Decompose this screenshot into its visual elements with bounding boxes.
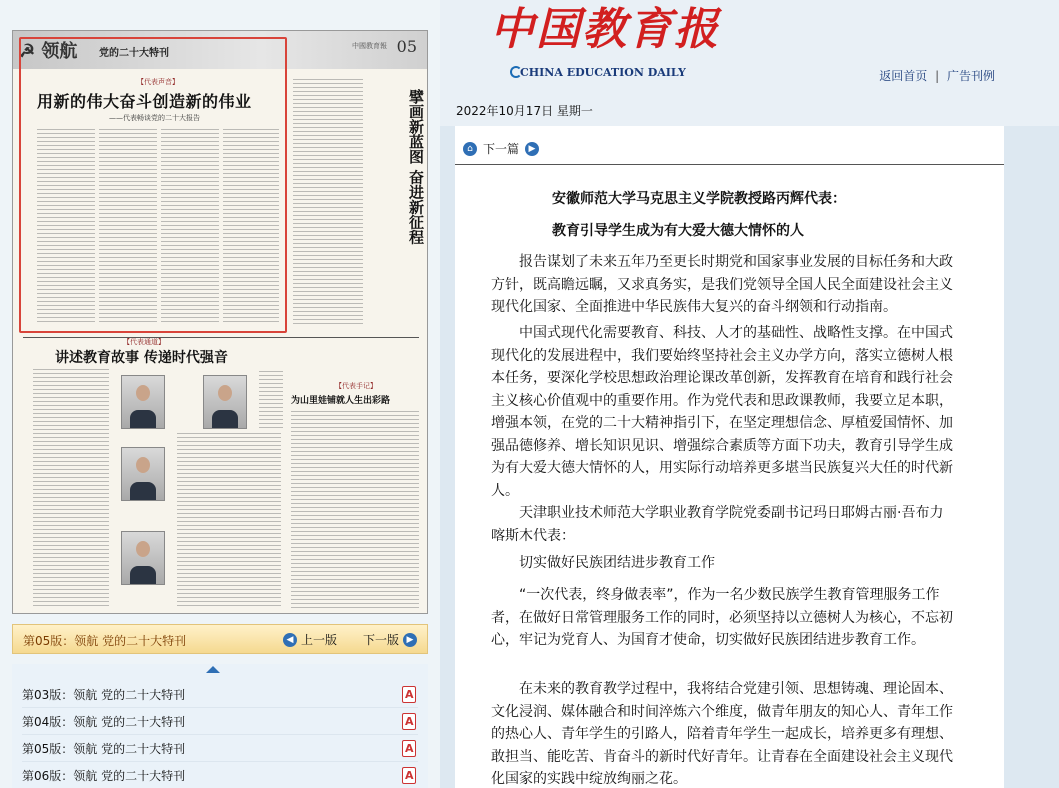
next-page-label: 下一版 bbox=[363, 633, 400, 647]
newspaper-text-column bbox=[293, 79, 363, 327]
left-panel bbox=[0, 0, 440, 788]
newspaper-headline: 用新的伟大奋斗创造新的伟业 bbox=[37, 92, 252, 111]
pdf-icon[interactable] bbox=[402, 767, 416, 784]
newspaper-page-image[interactable] bbox=[12, 30, 428, 614]
site-logo-cn: 中国教育报 bbox=[490, 4, 720, 55]
delegate-photo bbox=[203, 375, 247, 429]
article-paragraph: 切实做好民族团结进步教育工作 bbox=[519, 555, 715, 571]
arrow-left-icon: ◀ bbox=[283, 633, 297, 647]
article-paragraph: “一次代表，终身做表率”，作为一名少数民族学生教育管理服务工作者，在做好日常管理服务工作的同时，必须坚持以立德树人为核心，不忘初心，牢记为党育人、为国育才使命，切实做好民族团结进步教育工作。 bbox=[491, 587, 953, 648]
content-area bbox=[440, 126, 1059, 788]
delegate-photo bbox=[121, 447, 165, 501]
ads-link[interactable]: 广告刊例 bbox=[946, 69, 995, 83]
article-paragraph: 天津职业技术师范大学职业教育学院党委副书记玛日耶姆古丽·吾布力喀斯木代表： bbox=[491, 505, 944, 544]
newspaper-special-title: 党的二十大特刊 bbox=[99, 48, 169, 59]
issue-date: 2022年10月17日 星期一 bbox=[456, 104, 593, 118]
newspaper-text-column bbox=[33, 369, 109, 609]
newspaper-vertical-headline: 擘画新蓝图 奋进新征程 bbox=[407, 89, 425, 245]
article-divider bbox=[455, 164, 1004, 165]
article-highlight-frame[interactable] bbox=[19, 37, 287, 333]
page-list-item-label: 第05版：领航 党的二十大特刊 bbox=[22, 742, 186, 756]
top-links bbox=[879, 67, 995, 84]
newspaper-headline: 为山里娃铺就人生出彩路 bbox=[291, 396, 391, 406]
newspaper-masthead: 中國教育報 bbox=[352, 42, 387, 50]
current-page-label: 第05版：领航 党的二十大特刊 bbox=[23, 634, 187, 648]
newspaper-headline: 讲述教育故事 传递时代强音 bbox=[55, 350, 228, 366]
page-list bbox=[12, 664, 428, 788]
article-paragraph: 在未来的教育教学过程中，我将结合党建引领、思想铸魂、理论固本、文化浸润、媒体融合和时间淬炼六个维度，做青年朋友的知心人、青年工作的热心人、青年学生的引路人，陪着青年学生一起成长，培养更多有理想、敢担当、能吃苦、肯奋斗的新时代好青年。让青春在全面建设社会主义现代化国家的实践中绽放绚丽之花。 bbox=[491, 681, 953, 787]
page-list-item-label: 第03版：领航 党的二十大特刊 bbox=[22, 688, 186, 702]
newspaper-text-column bbox=[291, 411, 419, 609]
next-article-label: 下一篇 bbox=[483, 142, 520, 156]
site-logo[interactable] bbox=[490, 2, 720, 79]
pdf-icon[interactable] bbox=[402, 713, 416, 730]
home-link[interactable]: 返回首页 bbox=[879, 69, 928, 83]
pdf-icon[interactable] bbox=[402, 740, 416, 757]
article-paragraph: 报告谋划了未来五年乃至更长时期党和国家事业发展的目标任务和大政方针，既高瞻远瞩，又求真务实，是我们党领导全国人民全面建设社会主义现代化国家、全面推进中华民族伟大复兴的奋斗纲领和行动指南。 bbox=[491, 254, 953, 315]
newspaper-tag: 【代表通道】 bbox=[123, 338, 165, 346]
arrow-right-icon: ▶ bbox=[403, 633, 417, 647]
delegate-photo bbox=[121, 375, 165, 429]
pdf-icon[interactable] bbox=[402, 686, 416, 703]
newspaper-tag: 【代表手记】 bbox=[335, 382, 377, 390]
arrow-right-icon: ▶ bbox=[525, 142, 539, 156]
article-subheadline: 教育引导学生成为有大爱大德大情怀的人 bbox=[552, 223, 804, 239]
newspaper-subheadline: ——代表畅谈党的二十大报告 bbox=[109, 114, 200, 122]
page-list-item[interactable] bbox=[22, 709, 418, 735]
newspaper-text-column bbox=[259, 371, 283, 431]
page-list-item-label: 第06版：领航 党的二十大特刊 bbox=[22, 769, 186, 783]
article-panel bbox=[455, 126, 1004, 788]
page-list-item-label: 第04版：领航 党的二十大特刊 bbox=[22, 715, 186, 729]
page-list-item[interactable] bbox=[22, 763, 418, 788]
delegate-photo bbox=[121, 531, 165, 585]
prev-page-button[interactable] bbox=[283, 631, 337, 648]
article-headline: 安徽师范大学马克思主义学院教授路丙辉代表： bbox=[552, 191, 846, 207]
page-navigation-bar bbox=[12, 624, 428, 654]
right-panel bbox=[440, 0, 1059, 788]
link-separator: | bbox=[935, 69, 940, 83]
newspaper-divider bbox=[23, 337, 419, 338]
site-logo-en: CHINA EDUCATION DAILY bbox=[520, 66, 686, 79]
scroll-up-icon[interactable] bbox=[206, 666, 220, 673]
newspaper-tag: 【代表声音】 bbox=[137, 78, 179, 86]
page-list-item[interactable] bbox=[22, 736, 418, 762]
next-page-button[interactable] bbox=[363, 631, 417, 648]
newspaper-logo: ☭ 领航 bbox=[19, 41, 78, 62]
newspaper-page-number: 05 bbox=[396, 37, 417, 56]
next-article-link[interactable] bbox=[463, 140, 539, 157]
home-icon: ⌂ bbox=[463, 142, 477, 156]
article-paragraph: 中国式现代化需要教育、科技、人才的基础性、战略性支撑。在中国式现代化的发展进程中，我们要始终坚持社会主义办学方向，落实立德树人根本任务，要深化学校思想政治理论课改革创新，发挥教育在培育和践行社会主义核心价值观中的重要作用。作为党代表和思政课教师，我要立足本职，增强本领，在党的二十大精神指引下，在坚定理想信念、厚植爱国情怀、加强品德修养、增长知识见识、增强综合素质等方面下功夫，教育引导学生成为有大爱大德大情怀的人，用实际行动培养更多堪当民族复兴大任的时代新人。 bbox=[491, 325, 953, 499]
page-list-item[interactable] bbox=[22, 682, 418, 708]
newspaper-text-column bbox=[177, 433, 281, 609]
prev-page-label: 上一版 bbox=[301, 633, 338, 647]
